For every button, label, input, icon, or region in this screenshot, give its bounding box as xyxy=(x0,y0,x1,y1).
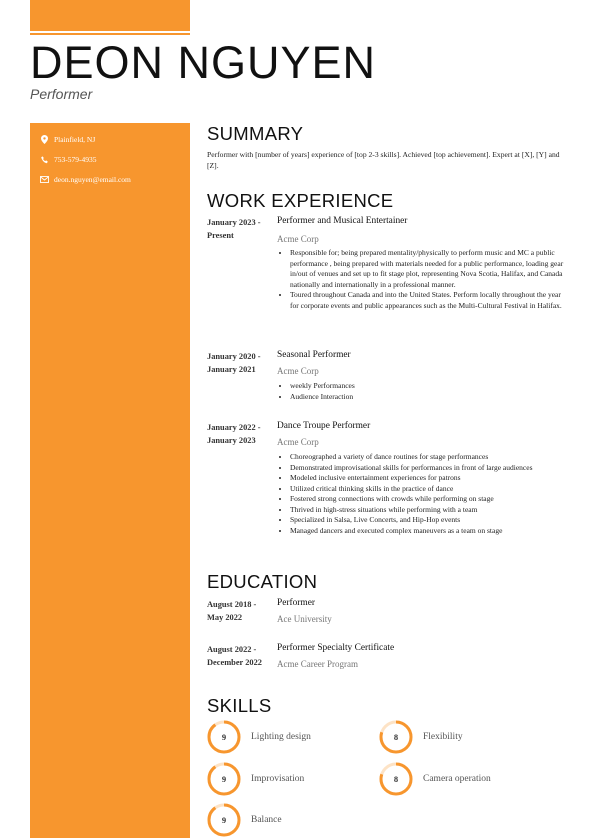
skill-item xyxy=(207,720,311,754)
experience-date: January 2022 - January 2023 xyxy=(207,423,261,445)
sidebar-panel xyxy=(30,123,190,838)
experience-bullets xyxy=(277,452,568,536)
contact-location xyxy=(40,135,95,144)
sidebar-top-rule xyxy=(30,33,190,35)
experience-bullet: • Specialized in Salsa, Live Concerts, and Hip-Hop events xyxy=(290,515,568,526)
map-pin-icon xyxy=(40,135,49,144)
skills-heading: SKILLS xyxy=(207,695,272,716)
sidebar-top-bar xyxy=(30,0,190,31)
experience-role: Seasonal Performer xyxy=(277,350,351,360)
skill-rating-ring xyxy=(207,762,241,796)
experience-bullets xyxy=(277,381,568,402)
summary-heading: SUMMARY xyxy=(207,123,304,144)
summary-text: Performer with [number of years] experience of [top 2-3 skills]. Achieved [top achievement]. Expert at [X], [Y] and [Z]. xyxy=(207,150,560,170)
skill-item xyxy=(379,720,463,754)
contact-email-text[interactable]: deon.nguyen@email.com xyxy=(54,175,131,184)
contact-email[interactable] xyxy=(40,175,131,184)
skill-rating-ring xyxy=(379,762,413,796)
skill-item xyxy=(379,762,491,796)
experience-company: Acme Corp xyxy=(277,366,319,376)
skill-name: Flexibility xyxy=(423,732,463,742)
education-degree: Performer Specialty Certificate xyxy=(277,643,395,653)
skill-name: Camera operation xyxy=(423,774,491,784)
experience-date: January 2020 - January 2021 xyxy=(207,352,261,374)
contact-phone xyxy=(40,155,97,164)
experience-bullet: • Utilized critical thinking skills in the practice of dance xyxy=(290,484,568,495)
candidate-title: Performer xyxy=(30,86,93,102)
candidate-name: DEON NGUYEN xyxy=(30,37,377,88)
experience-bullet: • Toured throughout Canada and into the United States. Perform locally throughout the year for corporate events and public appearances such as the Multi-Cultural Festival in Halifax. xyxy=(290,290,568,311)
experience-bullet: • Responsible for; being prepared mentality/physically to perform music and MC a public performance , being prepared with materials needed for a public performance, loading gear in/out of venues and set up to fit stage plot, representing Nova Scotia, Halifax, and Canada nationally and internationally in a professional manner. xyxy=(290,248,568,290)
contact-location-text: Plainfield, NJ xyxy=(54,135,96,144)
skill-name: Lighting design xyxy=(251,732,311,742)
education-date: August 2018 - May 2022 xyxy=(207,600,257,622)
education-date: August 2022 - December 2022 xyxy=(207,645,262,667)
education-school: Ace University xyxy=(277,614,332,624)
skill-score: 9 xyxy=(221,815,227,825)
education-heading: EDUCATION xyxy=(207,571,318,592)
experience-company: Acme Corp xyxy=(277,437,319,447)
experience-date: January 2023 - Present xyxy=(207,218,261,240)
experience-bullet: • Audience Interaction xyxy=(290,392,568,403)
skill-rating-ring xyxy=(207,720,241,754)
skill-rating-ring xyxy=(379,720,413,754)
phone-icon xyxy=(40,155,49,164)
experience-role: Performer and Musical Entertainer xyxy=(277,216,408,226)
education-degree: Performer xyxy=(277,598,316,608)
experience-bullet: • Thrived in high-stress situations while performing with a team xyxy=(290,505,568,516)
education-school: Acme Career Program xyxy=(277,659,358,669)
experience-bullet: • Fostered strong connections with crowds while performing on stage xyxy=(290,494,568,505)
skill-score: 9 xyxy=(221,774,227,784)
experience-company: Acme Corp xyxy=(277,234,319,244)
experience-bullet: • Managed dancers and executed complex maneuvers as a team on stage xyxy=(290,526,568,537)
skill-score: 8 xyxy=(393,774,399,784)
experience-bullet: • weekly Performances xyxy=(290,381,568,392)
experience-bullet: • Demonstrated improvisational skills for performances in front of large audiences xyxy=(290,463,568,474)
skill-rating-ring xyxy=(207,803,241,837)
experience-role: Dance Troupe Performer xyxy=(277,421,371,431)
experience-bullet: • Choreographed a variety of dance routines for stage performances xyxy=(290,452,568,463)
experience-heading: WORK EXPERIENCE xyxy=(207,190,394,211)
skill-item xyxy=(207,762,304,796)
skill-score: 8 xyxy=(393,732,399,742)
skill-name: Balance xyxy=(251,815,282,825)
contact-phone-text: 753-579-4935 xyxy=(54,155,97,164)
skill-score: 9 xyxy=(221,732,227,742)
skill-item xyxy=(207,803,282,837)
envelope-icon xyxy=(40,175,49,184)
skill-name: Improvisation xyxy=(251,774,305,784)
experience-bullets xyxy=(277,248,568,311)
experience-bullet: • Modeled inclusive entertainment experiences for patrons xyxy=(290,473,568,484)
